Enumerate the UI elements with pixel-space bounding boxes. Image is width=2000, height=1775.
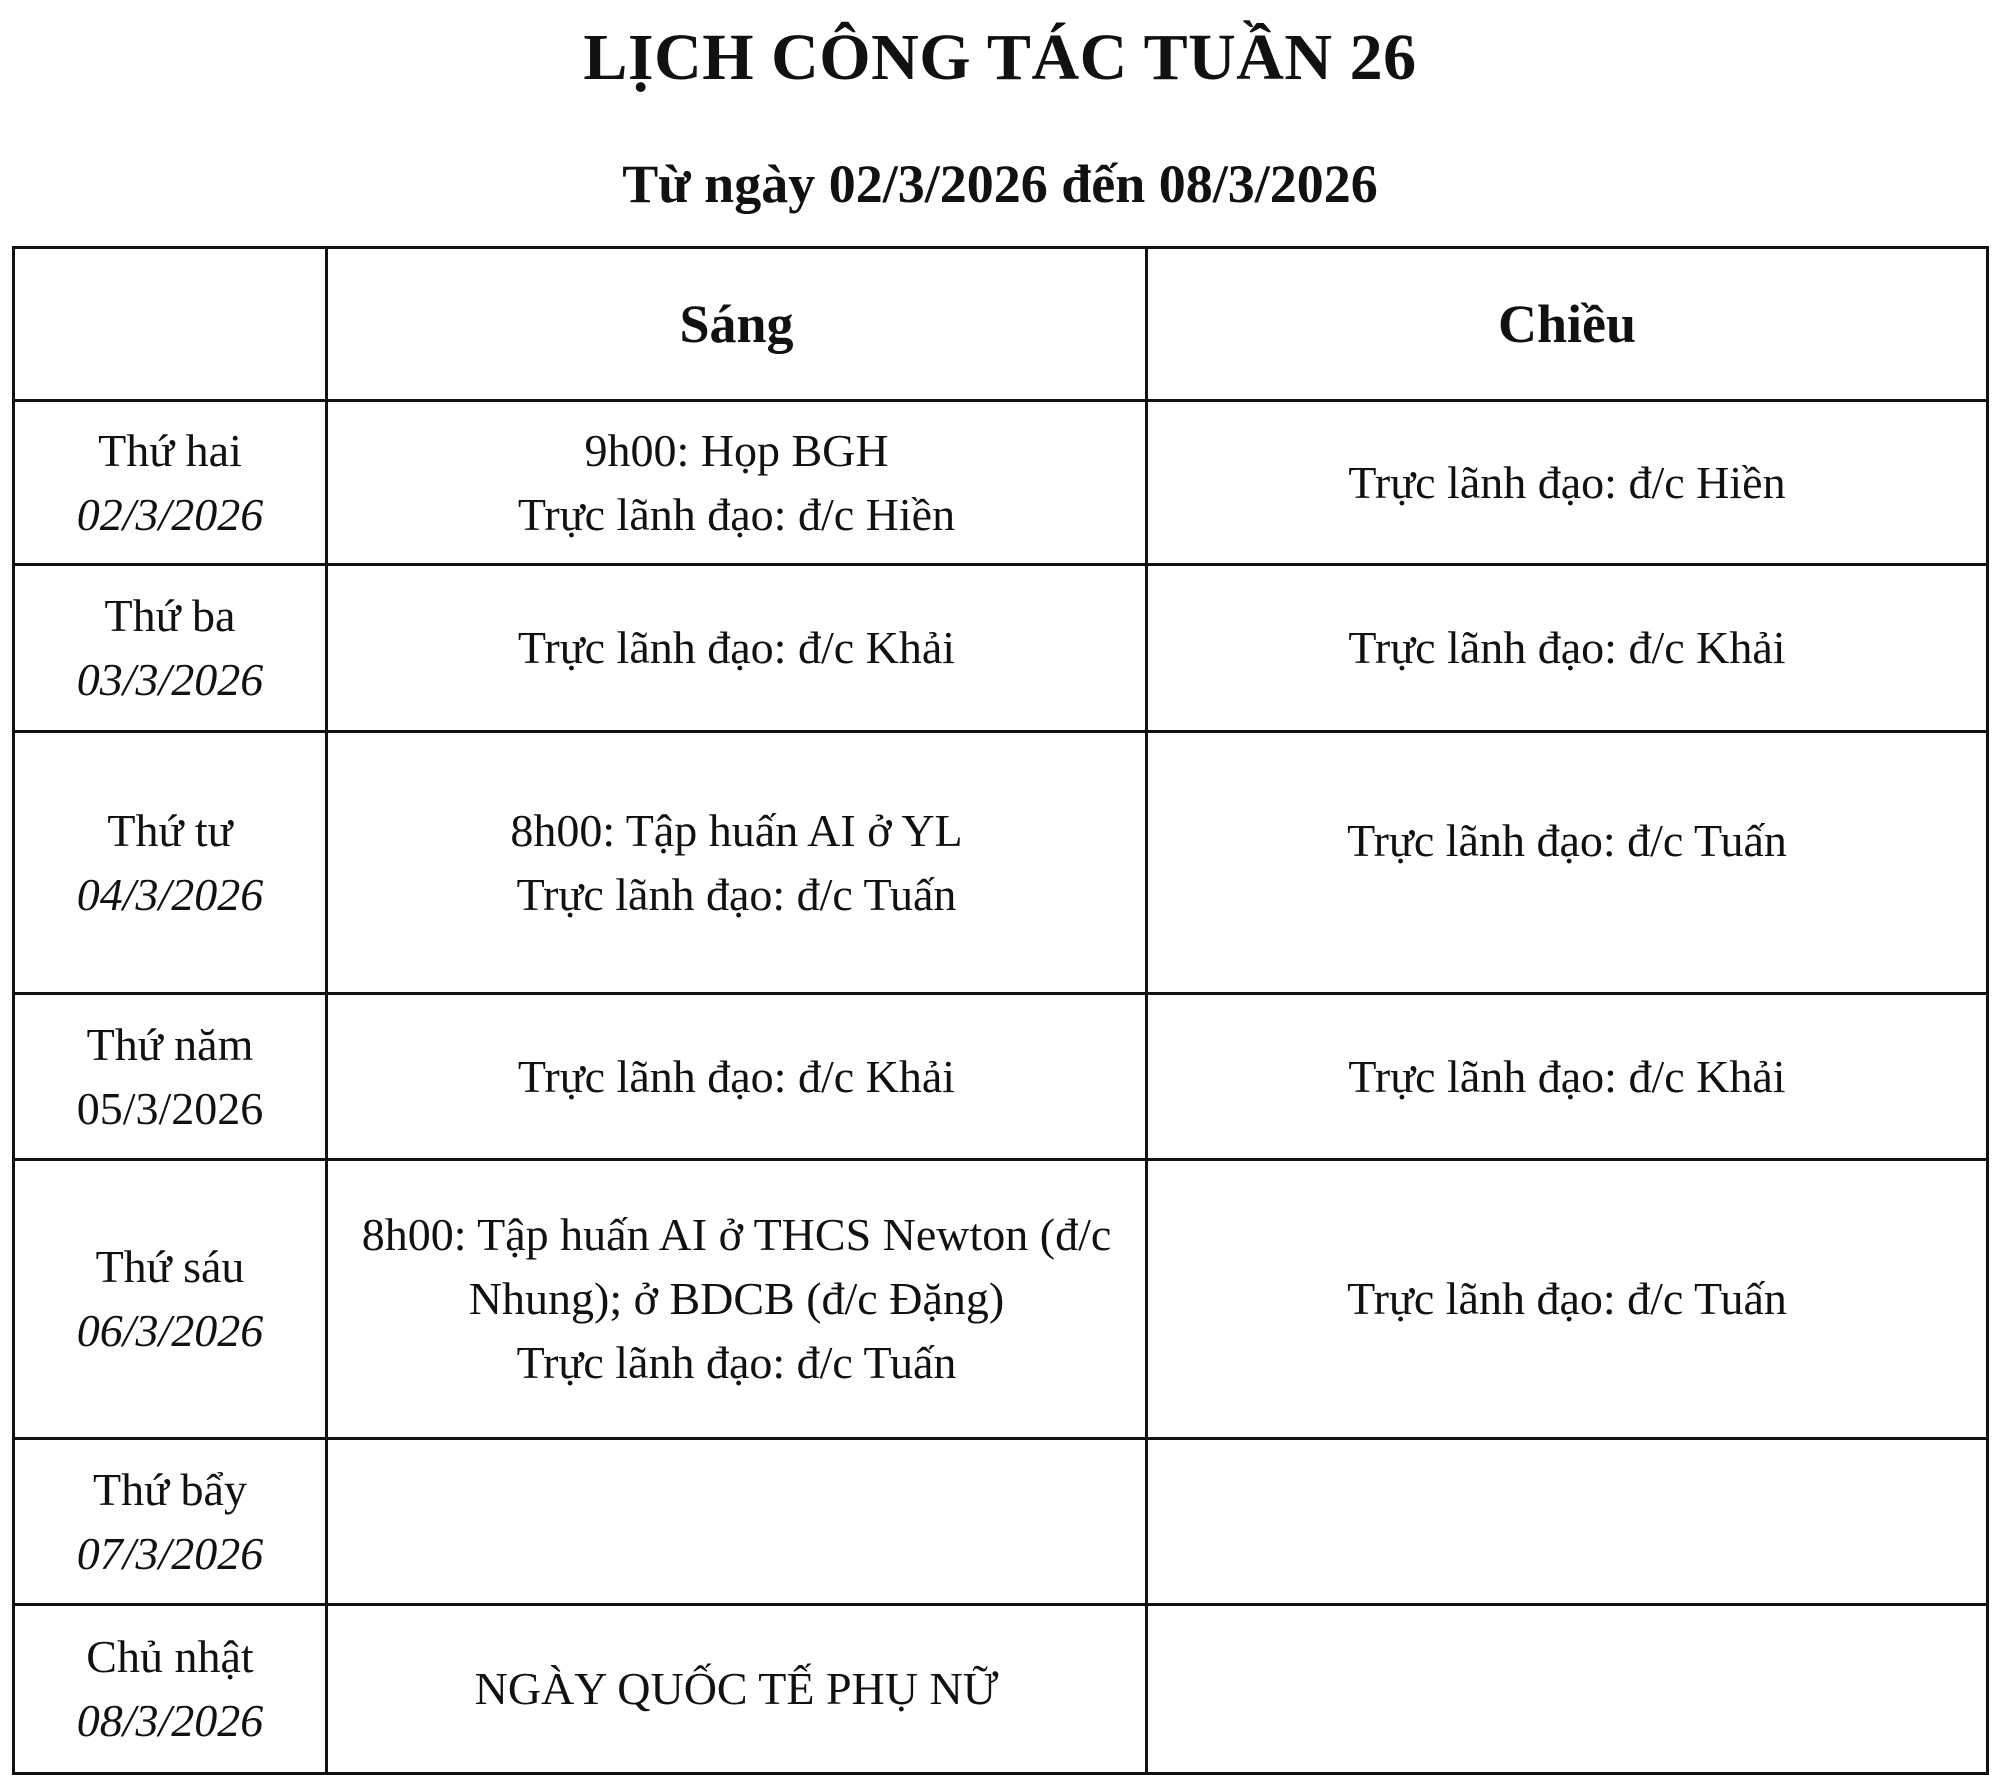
day-date: 08/3/2026: [76, 1695, 264, 1746]
afternoon-cell: [1147, 1605, 1988, 1774]
header-row: [14, 248, 1988, 401]
morning-line: Trực lãnh đạo: đ/c Khải: [517, 622, 956, 673]
header-cell-afternoon: Chiều: [1147, 248, 1988, 401]
morning-line: 8h00: Tập huấn AI ở THCS Newton (đ/c: [361, 1209, 1112, 1260]
table-row: [14, 732, 1988, 994]
day-name: Thứ hai: [98, 424, 242, 476]
morning-line: Trực lãnh đạo: đ/c Tuấn: [516, 1337, 957, 1388]
day-name: Thứ ba: [104, 590, 236, 641]
day-cell: [14, 1160, 327, 1439]
day-name: Chủ nhật: [86, 1631, 254, 1682]
day-cell: [14, 1605, 327, 1774]
day-date: 06/3/2026: [76, 1305, 264, 1356]
day-date: 07/3/2026: [76, 1527, 264, 1579]
morning-line: Trực lãnh đạo: đ/c Khải: [517, 1050, 956, 1102]
afternoon-cell: [1147, 1439, 1988, 1605]
table-row: [14, 565, 1988, 732]
table-row: [14, 401, 1988, 565]
day-date: 02/3/2026: [76, 488, 264, 540]
afternoon-line: Trực lãnh đạo: đ/c Khải: [1348, 1050, 1786, 1102]
morning-line: Trực lãnh đạo: đ/c Hiền: [517, 488, 956, 540]
table-row: [14, 994, 1988, 1160]
day-cell: [14, 732, 327, 994]
morning-cell: [327, 1605, 1147, 1774]
afternoon-line: Trực lãnh đạo: đ/c Tuấn: [1347, 1273, 1787, 1324]
afternoon-line: Trực lãnh đạo: đ/c Hiền: [1348, 456, 1786, 508]
afternoon-cell: [1147, 994, 1988, 1160]
table-row: [14, 1439, 1988, 1605]
day-date: 03/3/2026: [76, 654, 264, 705]
schedule-table: [12, 246, 1989, 1775]
morning-line: Nhung); ở BDCB (đ/c Đặng): [468, 1273, 1005, 1324]
morning-cell: [327, 994, 1147, 1160]
morning-line: 9h00: Họp BGH: [584, 424, 889, 476]
day-cell: [14, 994, 327, 1160]
day-cell: [14, 565, 327, 732]
afternoon-cell: [1147, 401, 1988, 565]
day-name: Thứ năm: [86, 1018, 254, 1070]
morning-cell: [327, 1160, 1147, 1439]
morning-cell: [327, 401, 1147, 565]
afternoon-cell: [1147, 565, 1988, 732]
morning-cell: [327, 732, 1147, 994]
date-range-subtitle: Từ ngày 02/3/2026 đến 08/3/2026: [622, 154, 1378, 214]
day-name: Thứ sáu: [95, 1241, 245, 1292]
day-date: 04/3/2026: [76, 868, 264, 920]
day-name: Thứ bẩy: [93, 1463, 247, 1515]
day-cell: [14, 1439, 327, 1605]
table-row: [14, 1160, 1988, 1439]
day-date: 05/3/2026: [76, 1082, 264, 1134]
header-cell-morning: Sáng: [327, 248, 1147, 401]
day-name: Thứ tư: [107, 804, 233, 856]
day-cell: [14, 401, 327, 565]
afternoon-line: Trực lãnh đạo: đ/c Tuấn: [1347, 814, 1787, 866]
morning-line: 8h00: Tập huấn AI ở YL: [510, 804, 963, 856]
morning-cell: [327, 1439, 1147, 1605]
table-row: [14, 1605, 1988, 1774]
morning-line: NGÀY QUỐC TẾ PHỤ NỮ: [474, 1663, 999, 1714]
morning-cell: [327, 565, 1147, 732]
afternoon-line: Trực lãnh đạo: đ/c Khải: [1348, 622, 1786, 673]
morning-line: Trực lãnh đạo: đ/c Tuấn: [516, 868, 957, 920]
page-title: LỊCH CÔNG TÁC TUẦN 26: [583, 21, 1417, 94]
afternoon-cell: [1147, 1160, 1988, 1439]
header-cell-day: [14, 248, 327, 401]
afternoon-cell: [1147, 732, 1988, 994]
